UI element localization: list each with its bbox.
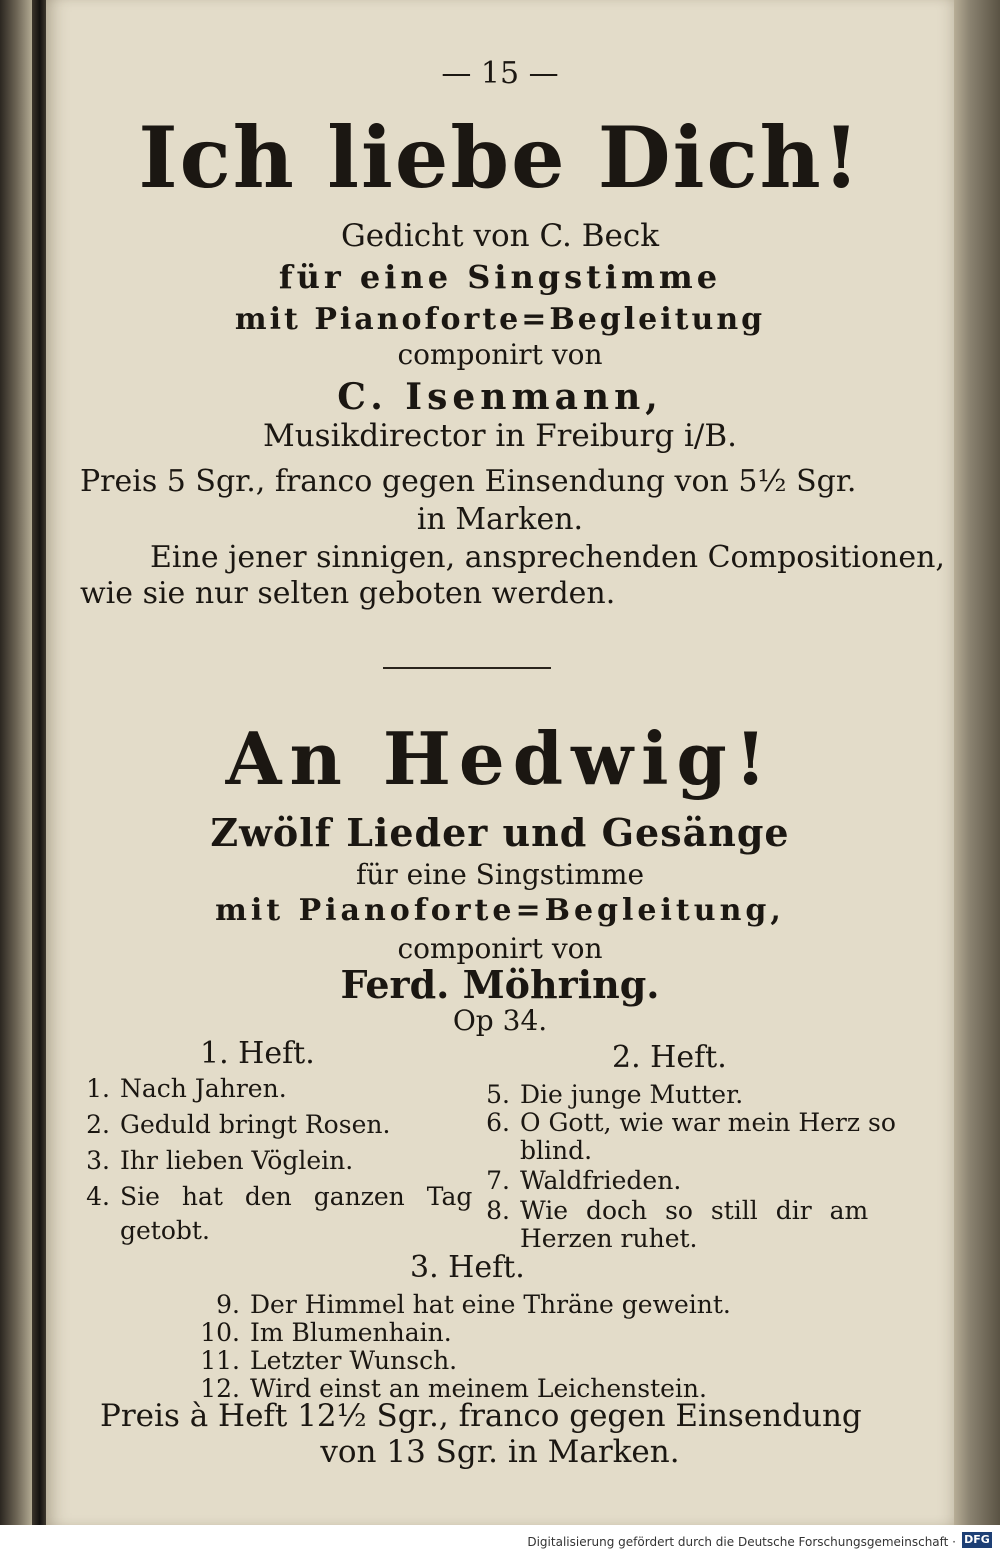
list-item — [470, 1166, 681, 1195]
page-number: — 15 — — [441, 56, 559, 91]
item-title: Die junge Mutter. — [520, 1080, 744, 1109]
item-title: Im Blumenhain. — [250, 1318, 452, 1347]
song1-composed-by: componirt von — [397, 338, 603, 371]
item-number: 12. — [200, 1374, 240, 1403]
song2-composed-by: componirt von — [397, 932, 603, 965]
list-item — [70, 1146, 353, 1175]
item-number: 1. — [86, 1074, 110, 1103]
item-title: Waldfrieden. — [520, 1166, 682, 1195]
list-item — [470, 1080, 743, 1109]
list-item — [70, 1074, 287, 1103]
list-item — [70, 1182, 472, 1211]
song2-title: An Hedwig! — [225, 716, 775, 801]
song2-composer: Ferd. Möhring. — [340, 962, 660, 1007]
song1-description-cont: wie sie nur selten geboten werden. — [80, 576, 616, 611]
song1-voice: für eine Singstimme — [278, 258, 722, 296]
song1-price: Preis 5 Sgr., franco gegen Einsendung von 5½ Sgr. — [80, 464, 857, 499]
section-divider — [383, 667, 551, 669]
list-item — [470, 1136, 592, 1165]
item-title: Wie doch so still dir am — [520, 1196, 869, 1225]
item-number: 9. — [216, 1290, 240, 1319]
song1-composer-title: Musikdirector in Freiburg i/B. — [262, 418, 738, 454]
heft1-label: 1. Heft. — [200, 1036, 315, 1071]
song2-subtitle: Zwölf Lieder und Gesänge — [210, 810, 790, 855]
item-title: Herzen ruhet. — [520, 1224, 698, 1253]
item-title: O Gott, wie war mein Herz so — [520, 1108, 896, 1137]
item-number: 2. — [86, 1110, 110, 1139]
song1-title: Ich liebe Dich! — [138, 108, 862, 207]
song2-price: Preis à Heft 12½ Sgr., franco gegen Einsendung — [100, 1398, 862, 1434]
item-title: Sie hat den ganzen Tag — [120, 1182, 473, 1211]
item-number: 8. — [486, 1196, 510, 1225]
song2-opus: Op 34. — [452, 1004, 548, 1037]
item-title: Wird einst an meinem Leichenstein. — [250, 1374, 707, 1403]
song1-accompaniment: mit Pianoforte=Begleitung — [234, 302, 766, 337]
song2-voice: für eine Singstimme — [355, 858, 645, 891]
item-number: 11. — [200, 1346, 240, 1375]
item-number: 10. — [200, 1318, 240, 1347]
list-item — [200, 1318, 452, 1347]
song1-composer: C. Isenmann, — [337, 376, 663, 418]
list-item — [470, 1196, 868, 1225]
item-title: Geduld bringt Rosen. — [120, 1110, 391, 1139]
dfg-logo: DFG — [962, 1532, 992, 1548]
list-item — [70, 1110, 390, 1139]
item-title: Der Himmel hat eine Thräne geweint. — [250, 1290, 731, 1319]
heft2-label: 2. Heft. — [612, 1040, 727, 1075]
song2-price-cont: von 13 Sgr. in Marken. — [320, 1434, 680, 1470]
list-item — [200, 1346, 457, 1375]
list-item — [470, 1108, 896, 1137]
item-title: blind. — [520, 1136, 593, 1165]
list-item — [70, 1216, 210, 1245]
book-spine — [32, 0, 46, 1525]
item-number: 6. — [486, 1108, 510, 1137]
item-title: getobt. — [120, 1216, 210, 1245]
song2-accompaniment: mit Pianoforte=Begleitung, — [215, 893, 785, 928]
right-page-edge — [954, 0, 1000, 1525]
footer-credit: Digitalisierung gefördert durch die Deutsche Forschungsgemeinschaft · — [527, 1535, 956, 1549]
item-number: 7. — [486, 1166, 510, 1195]
heft3-label: 3. Heft. — [410, 1250, 525, 1285]
item-number: 3. — [86, 1146, 110, 1175]
song1-poet: Gedicht von C. Beck — [340, 218, 660, 254]
list-item — [470, 1224, 698, 1253]
item-number: 5. — [486, 1080, 510, 1109]
list-item — [200, 1290, 731, 1319]
item-title: Ihr lieben Vöglein. — [120, 1146, 354, 1175]
song1-price-cont: in Marken. — [416, 502, 584, 537]
item-number: 4. — [86, 1182, 110, 1211]
item-title: Nach Jahren. — [120, 1074, 287, 1103]
song1-description: Eine jener sinnigen, ansprechenden Compositionen, — [150, 540, 945, 575]
item-title: Letzter Wunsch. — [250, 1346, 458, 1375]
